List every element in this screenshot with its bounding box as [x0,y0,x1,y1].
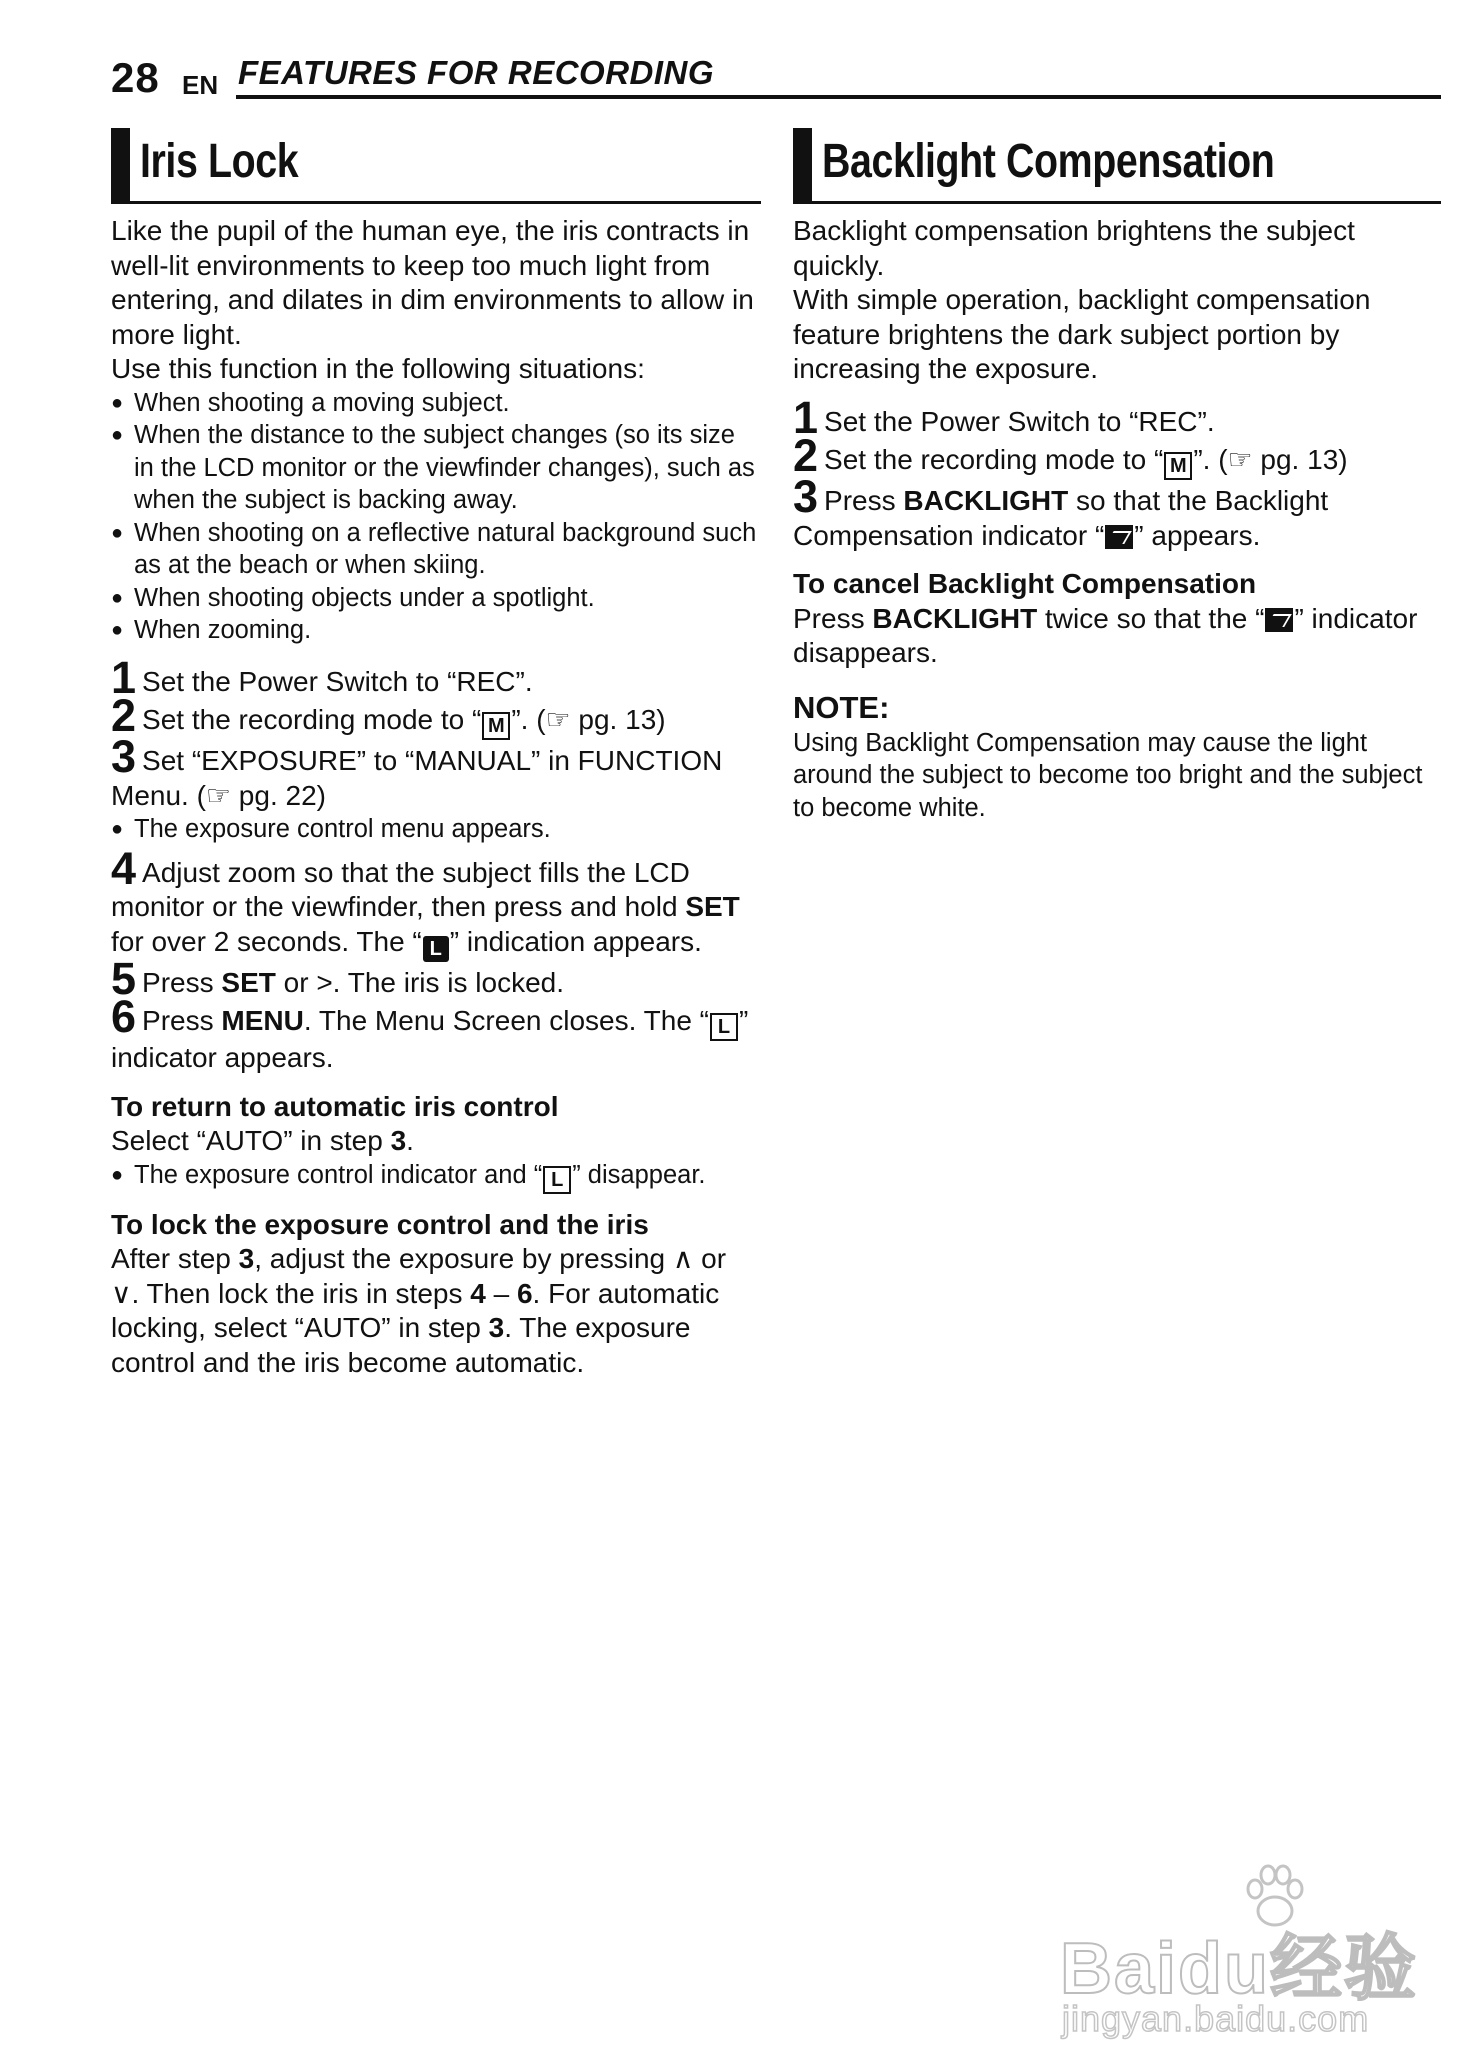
step-text: . The Menu Screen closes. The “ [303,1005,710,1036]
step-ref: 3 [390,1125,407,1156]
return-auto-notes [111,1159,761,1194]
step-text: Adjust zoom so that the subject fills the LCD monitor or the viewfinder, then press and hold [111,856,690,922]
return-auto-text [111,1124,761,1159]
iris-lock-icon: L [710,1013,738,1041]
backlight-button-label: BACKLIGHT [903,485,1069,516]
heading-bar [793,128,812,204]
step-text: ” appears. [1134,519,1261,551]
watermark-url: jingyan.baidu.com [1062,1998,1370,2039]
heading-rule [812,201,1441,204]
step-text: for over 2 seconds. The “ [111,925,422,957]
text: twice so that the “ [1037,602,1265,634]
watermark-main: Baidu经验 [1060,1929,1419,2009]
text: . The exposure control and the iris become automatic. [111,1312,691,1378]
step-text: Press [824,485,904,516]
manual-mode-icon: M [482,712,510,740]
text: Press [793,602,873,634]
list-item: ● When shooting objects under a spotlight. [111,582,761,615]
step-number: 4 [111,842,137,894]
list-item: ● When the distance to the subject changes (so its size in the LCD monitor or the viewfinder changes), such as when the subject is backing away. [111,419,761,517]
step-number: 3 [111,731,137,782]
cancel-backlight-heading: To cancel Backlight Compensation [793,568,1257,599]
step-text: Set the Power Switch to “REC”. [824,405,1215,437]
list-item [111,1159,761,1194]
situations-list [111,387,761,647]
step-5 [111,952,761,1004]
step-6 [111,991,761,1076]
list-item: ● When shooting on a reflective natural background such as at the beach or when skiing. [111,517,761,582]
iris-lock-column [111,128,761,1380]
step-number: 2 [111,690,137,741]
header-rule [236,95,1441,99]
iris-lock-heading [111,128,761,204]
section-title: FEATURES FOR RECORDING [238,54,715,91]
step-number: 1 [111,651,137,703]
manual-mode-icon: M [1164,452,1192,480]
text: The exposure control indicator and “ [134,1160,543,1189]
language-label: EN [182,70,219,100]
step-text: Set the recording mode to “ [824,444,1164,475]
step-4 [111,842,761,962]
step-ref: 3 [238,1243,255,1274]
set-button-label: SET [221,966,276,998]
step-ref: 3 [488,1312,505,1343]
step-text: ”. (☞ pg. 13) [511,704,666,735]
step-number: 3 [793,471,819,522]
intro-paragraph: Like the pupil of the human eye, the iris contracts in well-lit environments to keep too much light from entering, and dilates in dim environments to allow in more light. [111,215,754,350]
step-ref: 6 [516,1277,533,1309]
return-auto-heading: To return to automatic iris control [111,1090,559,1122]
backlight-button-label: BACKLIGHT [872,602,1038,634]
step-2 [793,430,1441,481]
step-2 [111,690,761,741]
note-text: Using Backlight Compensation may cause the light around the subject to become too bright and the subject to become white. [793,728,1423,822]
cancel-backlight-text [793,602,1441,671]
step-number: 5 [111,952,137,1004]
step-3 [793,471,1441,553]
backlight-column [793,128,1441,824]
intro-situations: Use this function in the following situations: [111,353,645,384]
step-number: 1 [793,391,819,443]
page-header [111,52,1441,101]
step-text: ” indication appears. [449,925,702,957]
step-text: so that the Backlight Compensation indicator “ [793,485,1329,551]
note-heading: NOTE: [793,689,890,725]
text: ” indicator disappears. [793,602,1418,668]
step-number: 6 [111,991,137,1042]
backlight-intro: Backlight compensation brightens the subject quickly. [793,215,1355,281]
heading-bar [111,128,130,204]
list-item: ● When zooming. [111,614,761,647]
step-number: 2 [793,430,819,481]
backlight-icon [1105,525,1133,549]
backlight-title: Backlight Compensation [822,135,1275,188]
step-text: Set the recording mode to “ [142,704,482,735]
step-text: Press [142,1005,222,1036]
lock-exposure-text [111,1242,761,1380]
text: After step [111,1243,239,1274]
step-text: or >. The iris is locked. [275,966,565,998]
text: . [406,1125,414,1156]
text: – [485,1277,517,1309]
heading-rule [130,201,761,204]
lock-exposure-heading: To lock the exposure control and the iris [111,1208,649,1240]
set-button-label: SET [685,891,740,922]
iris-lock-icon: L [423,936,449,962]
backlight-icon [1265,608,1293,632]
step-3-notes [111,813,761,846]
text: . For automatic locking, select “AUTO” in step [111,1277,720,1343]
list-item: ● The exposure control menu appears. [111,813,761,846]
step-1 [111,651,761,703]
page-number: 28 [111,54,160,101]
list-item: ● When shooting a moving subject. [111,387,761,420]
text: Select “AUTO” in step [111,1125,391,1156]
step-text: Press [142,966,222,998]
iris-lock-title: Iris Lock [140,135,299,188]
iris-lock-icon: L [543,1166,571,1194]
backlight-intro-2: With simple operation, backlight compensation feature brightens the dark subject portion by increasing the exposure. [793,284,1371,384]
step-text: Set “EXPOSURE” to “MANUAL” in FUNCTION Menu. (☞ pg. 22) [111,745,723,811]
text: ” disappear. [572,1160,706,1189]
step-1 [793,391,1441,443]
step-ref: 4 [470,1277,486,1309]
backlight-heading [793,128,1441,204]
text: , adjust the exposure by pressing ∧ or ∨. Then lock the iris in steps [111,1243,727,1309]
step-text: ” indicator appears. [111,1005,749,1073]
baidu-watermark [1060,1855,1420,2055]
step-text: Set the Power Switch to “REC”. [142,665,533,697]
step-3 [111,731,761,813]
menu-button-label: MENU [221,1005,304,1036]
step-text: ”. (☞ pg. 13) [1193,444,1348,475]
